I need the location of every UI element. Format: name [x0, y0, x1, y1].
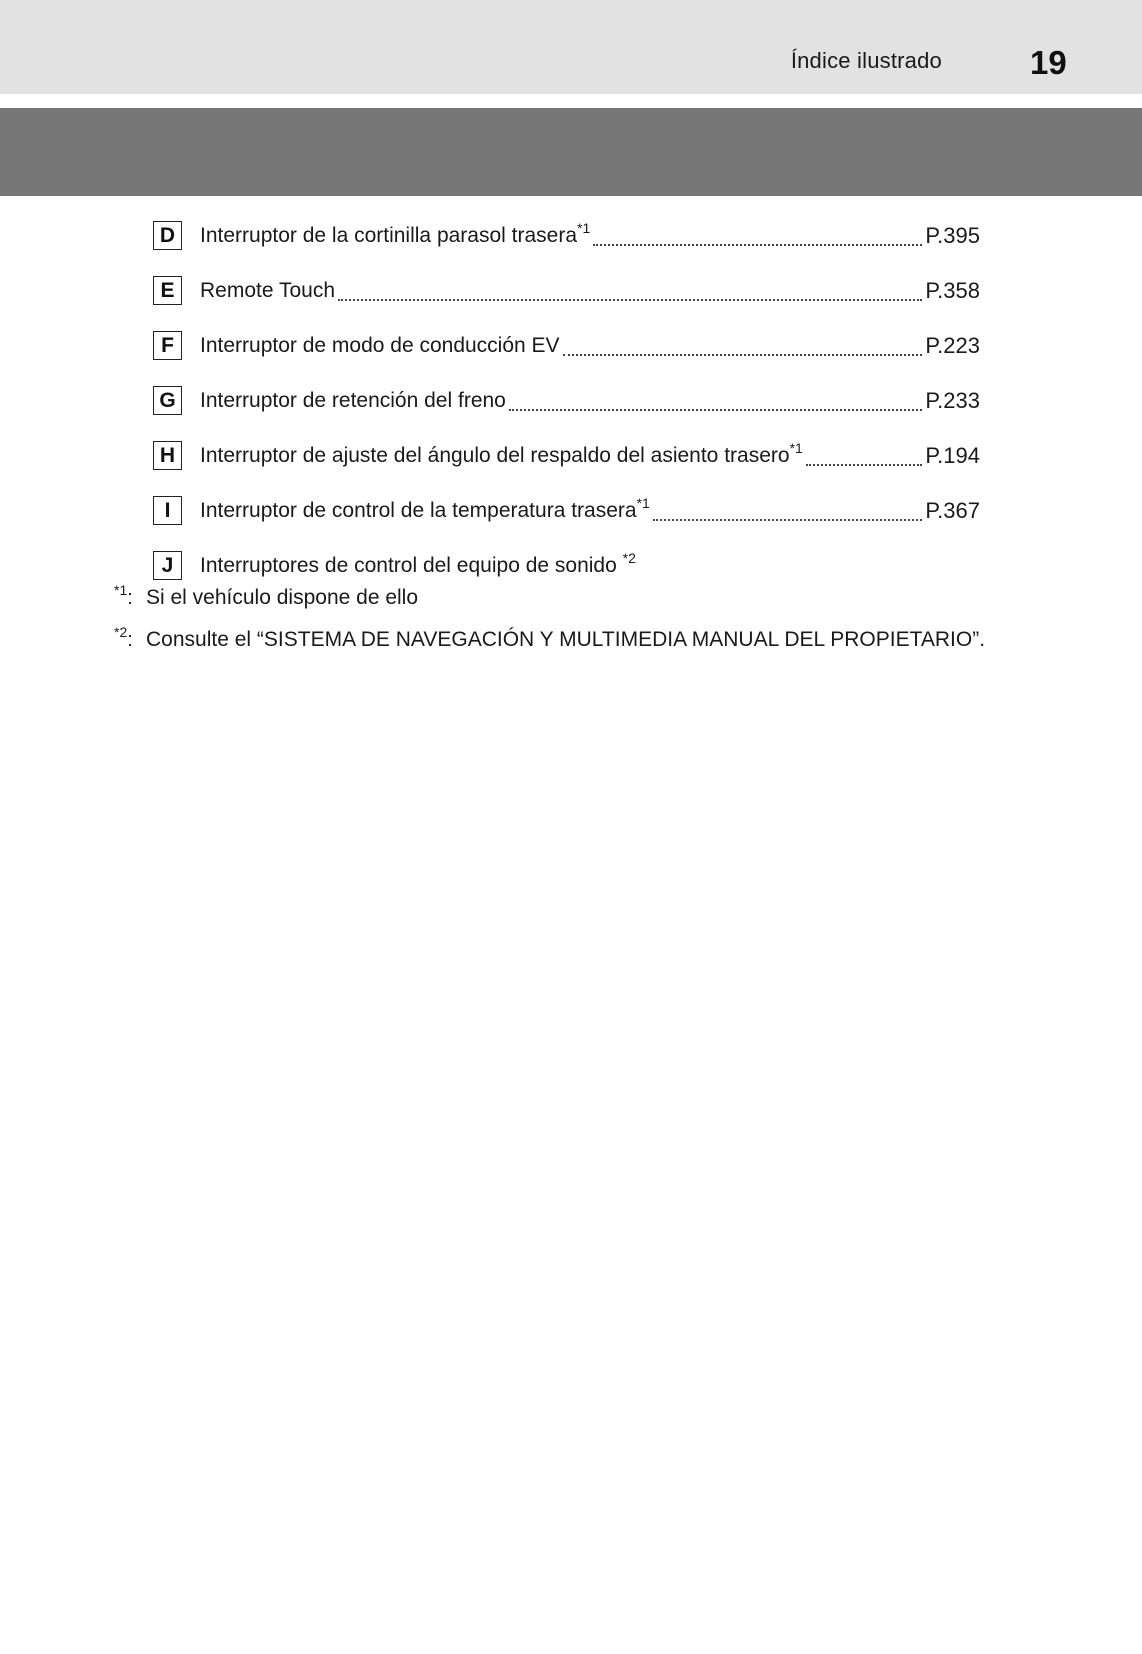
entry-letter-box: J	[153, 551, 182, 580]
entry-label	[200, 279, 335, 303]
index-entry-f[interactable]	[153, 318, 980, 373]
entry-letter-box: F	[153, 331, 182, 360]
index-entry-list	[153, 208, 980, 593]
entry-letter-box: D	[153, 221, 182, 250]
dot-leader	[806, 464, 923, 466]
entry-note-mark: *1	[577, 219, 591, 236]
entry-letter-box: G	[153, 386, 182, 415]
entry-letter-box: E	[153, 276, 182, 305]
footnote-1	[114, 582, 1074, 628]
entry-page-ref[interactable]: P.358	[925, 277, 980, 303]
footnotes	[114, 582, 1074, 670]
index-entry-j	[153, 538, 980, 593]
entry-letter-box: I	[153, 496, 182, 525]
entry-label-text: Interruptor de control de la temperatura trasera	[200, 498, 637, 522]
entry-label-text: Remote Touch	[200, 278, 336, 302]
index-entry-g[interactable]	[153, 373, 980, 428]
footnote-mark	[114, 582, 146, 610]
entry-page-ref[interactable]: P.233	[925, 387, 980, 413]
dot-leader	[653, 519, 923, 521]
index-entry-i[interactable]	[153, 483, 980, 538]
entry-note-mark: *2	[622, 549, 636, 566]
section-title: Índice ilustrado	[790, 48, 942, 73]
entry-letter-box: H	[153, 441, 182, 470]
footnote-2	[114, 624, 1074, 670]
entry-label	[200, 219, 591, 248]
entry-label	[200, 389, 506, 413]
footnote-text: Consulte el “SISTEMA DE NAVEGACIÓN Y MULTIMEDIA MANUAL DEL PROPIETARIO”.	[146, 628, 986, 651]
entry-label-text: Interruptores de control del equipo de sonido	[200, 553, 617, 577]
entry-page-ref[interactable]: P.223	[925, 332, 980, 358]
entry-label-text: Interruptor de ajuste del ángulo del respaldo del asiento trasero	[200, 443, 790, 467]
entry-label	[200, 439, 803, 468]
entry-label-text: Interruptor de modo de conducción EV	[200, 333, 560, 357]
entry-page-ref[interactable]: P.194	[925, 442, 980, 468]
index-entry-d[interactable]	[153, 208, 980, 263]
entry-page-ref[interactable]: P.367	[925, 497, 980, 523]
page-number: 19	[1030, 44, 1067, 81]
entry-label-text: Interruptor de retención del freno	[200, 388, 506, 412]
footnote-mark-number: *1	[114, 582, 128, 598]
dot-leader	[563, 354, 923, 356]
entry-note-mark: *1	[636, 494, 650, 511]
footnote-mark-number: *2	[114, 624, 128, 640]
footnote-text: Si el vehículo dispone de ello	[146, 586, 419, 609]
entry-page-ref[interactable]: P.395	[925, 222, 980, 248]
footnote-mark-separator: :	[127, 587, 133, 609]
entry-label-text: Interruptor de la cortinilla parasol trasera	[200, 223, 578, 247]
index-entry-h[interactable]	[153, 428, 980, 483]
entry-note-mark: *1	[789, 439, 803, 456]
dot-leader	[593, 244, 922, 246]
dot-leader	[338, 299, 922, 301]
section-banner	[0, 108, 1142, 196]
footnote-mark-separator: :	[127, 629, 133, 651]
header-band	[0, 0, 1142, 94]
dot-leader	[509, 409, 922, 411]
entry-label	[200, 549, 636, 578]
entry-label	[200, 334, 560, 358]
index-entry-e[interactable]	[153, 263, 980, 318]
footnote-mark	[114, 624, 146, 652]
entry-label	[200, 494, 650, 523]
